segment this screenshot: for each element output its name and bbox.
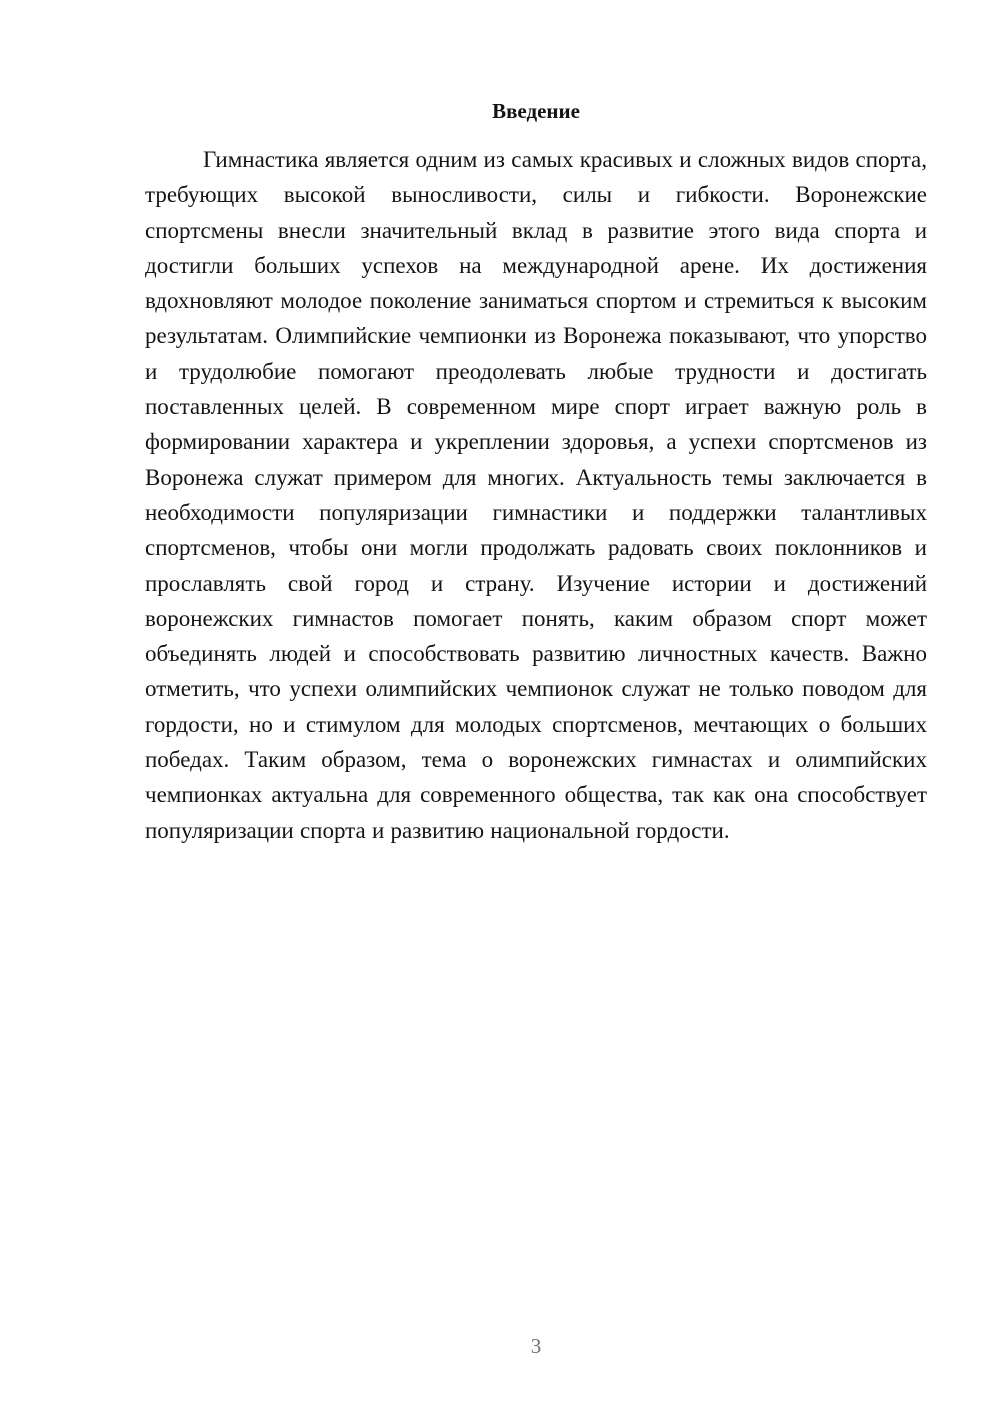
section-heading: Введение: [492, 99, 580, 123]
page-number: 3: [530, 1334, 542, 1358]
body-paragraph: Гимнастика является одним из самых красивых и сложных видов спорта, требующих высокой выносливости, силы и гибкости. Воронежские спортсмены внесли значительный вклад в развитие этого вида спорта и достигли больших успехов на международной арене. Их достижения вдохновляют молодое поколение заниматься спортом и стремиться к высоким результатам. Олимпийские чемпионки из Воронежа показывают, что упорство и трудолюбие помогают преодолевать любые трудности и достигать поставленных целей. В современном мире спорт играет важную роль в формировании характера и укреплении здоровья, а успехи спортсменов из Воронежа служат примером для многих. Актуальность темы заключается в необходимости популяризации гимнастики и поддержки талантливых спортсменов, чтобы они могли продолжать радовать своих поклонников и прославлять свой город и страну. Изучение истории и достижений воронежских гимнастов помогает понять, каким образом спорт может объединять людей и способствовать развитию личностных качеств. Важно отметить, что успехи олимпийских чемпионок служат не только поводом для гордости, но и стимулом для молодых спортсменов, мечтающих о больших победах. Таким образом, тема о воронежских гимнастах и олимпийских чемпионках актуальна для современного общества, так как она способствует популяризации спорта и развитию национальной гордости.: [145, 147, 927, 843]
